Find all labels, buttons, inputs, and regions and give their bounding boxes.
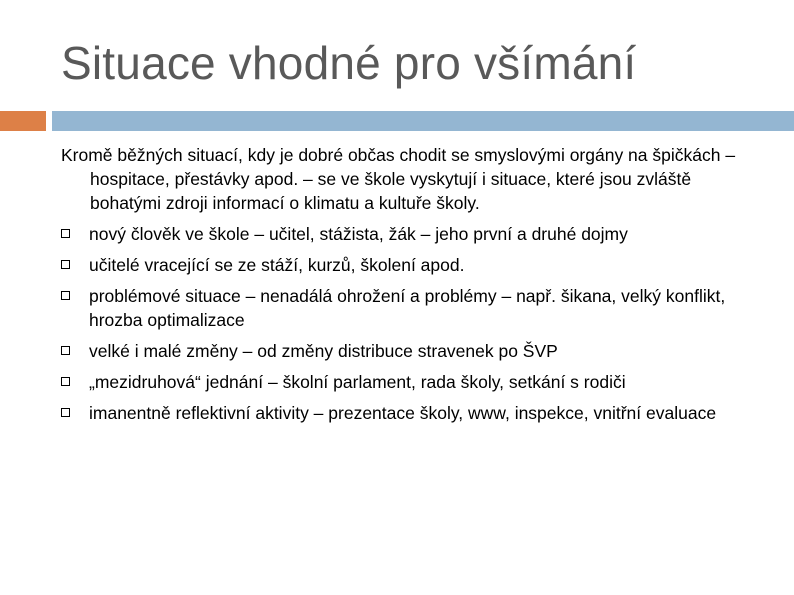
list-item xyxy=(61,222,761,246)
list-item-text: problémové situace – nenadálá ohrožení a problémy – např. šikana, velký konflikt, hrozba optimalizace xyxy=(89,286,726,330)
square-bullet-icon xyxy=(61,260,70,269)
list-item-text: nový člověk ve škole – učitel, stážista, žák – jeho první a druhé dojmy xyxy=(89,224,628,244)
title-rule-bar xyxy=(52,111,794,131)
list-item xyxy=(61,253,761,277)
list-item-text: učitelé vracející se ze stáží, kurzů, školení apod. xyxy=(89,255,465,275)
list-item xyxy=(61,339,761,363)
list-item xyxy=(61,401,761,425)
square-bullet-icon xyxy=(61,346,70,355)
slide-title: Situace vhodné pro všímání xyxy=(61,37,637,89)
square-bullet-icon xyxy=(61,377,70,386)
list-item-text: imanentně reflektivní aktivity – prezentace školy, www, inspekce, vnitřní evaluace xyxy=(89,403,717,423)
intro-paragraph: Kromě běžných situací, kdy je dobré občas chodit se smyslovými orgány na špičkách – hospitace, přestávky apod. – se ve škole vyskytují i situace, které jsou zvláště bohatými zdroji informací o klimatu a kultuře školy. xyxy=(61,145,736,213)
accent-bar xyxy=(0,111,46,131)
square-bullet-icon xyxy=(61,291,70,300)
list-item-text: velké i malé změny – od změny distribuce stravenek po ŠVP xyxy=(89,341,558,361)
list-item-text: „mezidruhová“ jednání – školní parlament, rada školy, setkání s rodiči xyxy=(89,372,626,392)
square-bullet-icon xyxy=(61,408,70,417)
list-item xyxy=(61,284,761,332)
square-bullet-icon xyxy=(61,229,70,238)
bullet-list xyxy=(61,222,761,425)
list-item xyxy=(61,370,761,394)
content-body xyxy=(61,143,761,432)
